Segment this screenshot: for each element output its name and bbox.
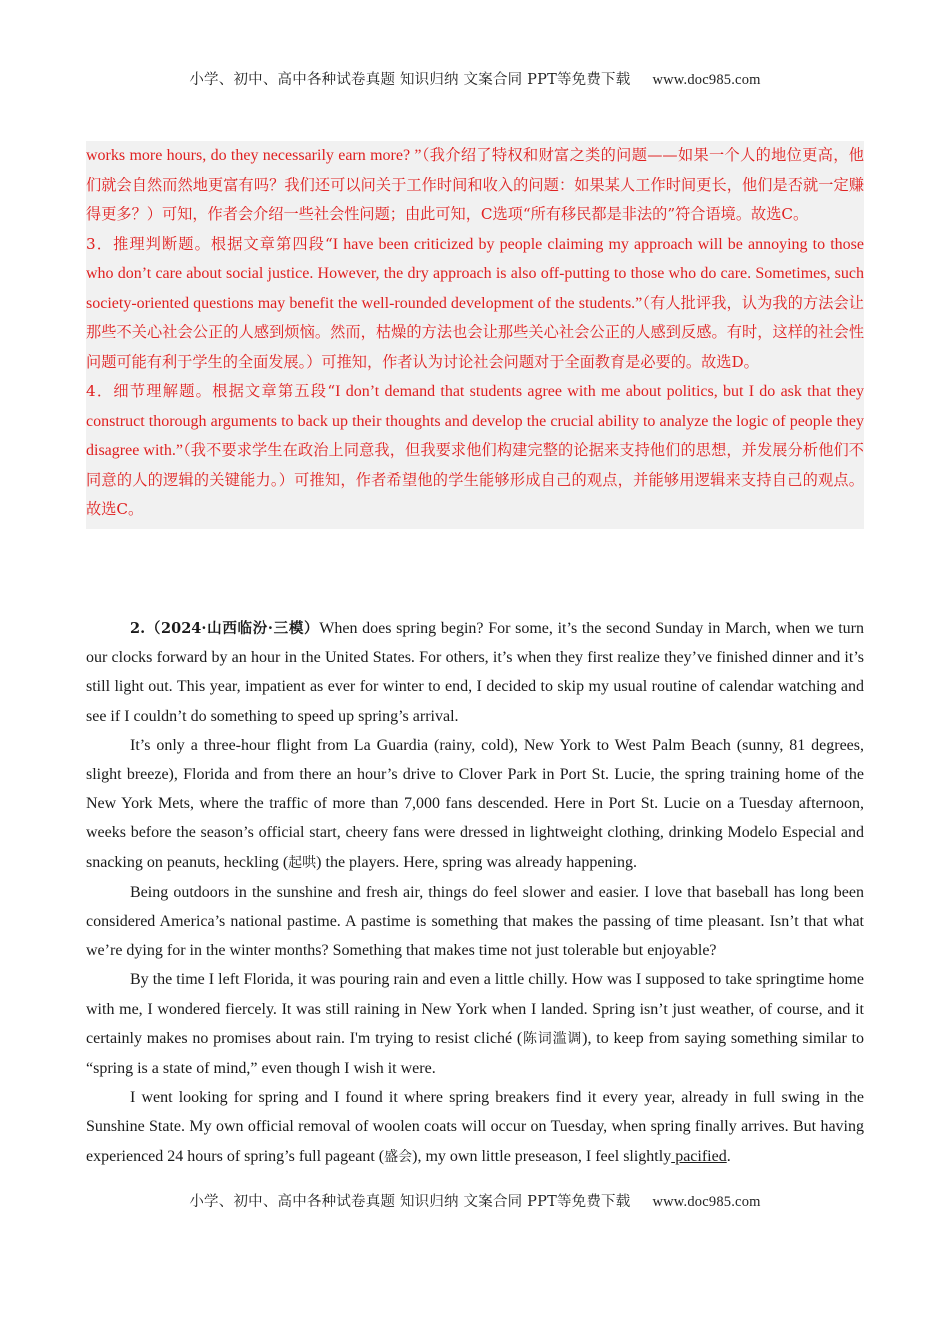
- page-footer: [0, 1190, 950, 1211]
- reading-passage: [86, 614, 864, 1172]
- page-header: [0, 68, 950, 89]
- answer-2-continued: works more hours, do they necessarily earn more? ”（我介绍了特权和财富之类的问题——如果一个人的地位更高，他们就会自然而然地更富有吗？我们还可以问关于工作时间和收入的问题：如果某人工作时间更长，他们是否就一定赚得更多？）可知，作者会介绍一些社会性问题；由此可知，C选项“所有移民都是非法的”符合语境。故选C。: [86, 146, 864, 223]
- footer-text: 小学、初中、高中各种试卷真题 知识归纳 文案合同 PPT等免费下载: [189, 1194, 631, 1210]
- header-text: 小学、初中、高中各种试卷真题 知识归纳 文案合同 PPT等免费下载: [189, 72, 631, 88]
- passage-paragraph-5: I went looking for spring and I found it where spring breakers find it every year, already in full swing in the Sunshine State. My own official removal of woolen coats will occur on Tuesday, when spring finally arrives. But having experienced 24 hours of spring’s full pageant (盛会), my own little preseason, I feel slightly pacified.: [86, 1089, 864, 1165]
- footer-site-link[interactable]: www.doc985.com: [652, 1194, 761, 1210]
- passage-paragraph-2: It’s only a three-hour flight from La Guardia (rainy, cold), New York to West Palm Beach (sunny, 81 degrees, slight breeze), Florida and from there an hour’s drive to Clover Park in Port St. Lucie, the spring training home of the New York Mets, where the traffic of more than 7,000 fans descended. Here in Port St. Lucie on a Tuesday afternoon, weeks before the season’s official start, cheery fans were dressed in lightweight clothing, drinking Modelo Especial and snacking on peanuts, heckling (起哄) the players. Here, spring was already happening.: [86, 736, 864, 871]
- passage-paragraph-4: By the time I left Florida, it was pouring rain and even a little chilly. How was I supposed to take springtime home with me, I wondered fiercely. It was still raining in New York when I landed. Spring isn’t just weather, of course, and it certainly makes no promises about rain. I'm trying to resist cliché (陈词滥调), to keep from saying something similar to “spring is a state of mind,” even though I wish it were.: [86, 971, 865, 1078]
- answer-3: 3．推理判断题。根据文章第四段“I have been criticized by people claiming my approach will be annoying to those who don’t care about social justice. However, the dry approach is also off-putting to those who do care. Sometimes, such society-oriented questions may benefit the well-rounded development of the students.”（有人批评我，认为我的方法会让那些不关心社会公正的人感到烦恼。然而，枯燥的方法也会让那些关心社会公正的人感到反感。有时，这样的社会性问题可能有利于学生的全面发展。）可推知，作者认为讨论社会问题对于全面教育是必要的。故选D。: [86, 234, 864, 371]
- passage-paragraph-3: Being outdoors in the sunshine and fresh air, things do feel slower and easier. I love that baseball has long been considered America’s national pastime. A pastime is something that makes the passing of time pleasant. Isn’t that what we’re dying for in the winter months? Something that makes time not just tolerable but enjoyable?: [86, 883, 864, 960]
- answer-4: 4．细节理解题。根据文章第五段“I don’t demand that students agree with me about politics, but I do ask that they construct thorough arguments to back up their thoughts and develop the crucial ability to analyze the logic of people they disagree with.”（我不要求学生在政治上同意我，但我要求他们构建完整的论据来支持他们的思想，并发展分析他们不同意的人的逻辑的关键能力。）可推知，作者希望他的学生能够形成自己的观点，并能够用逻辑来支持自己的观点。故选C。: [86, 382, 864, 518]
- question-source: 2.（2024·山西临汾·三模）: [130, 620, 320, 637]
- passage-paragraph-1: 2.（2024·山西临汾·三模）When does spring begin? For some, it’s the second Sunday in March, when we turn our clocks forward by an hour in the United States. For others, it’s when they first realize they’ve finished dinner and it’s still light out. This year, impatient as ever for winter to end, I decided to skip my usual routine of calendar watching and see if I couldn’t do something to speed up spring’s arrival.: [86, 620, 864, 725]
- header-site-link[interactable]: www.doc985.com: [652, 72, 761, 88]
- underlined-word: pacified: [671, 1147, 727, 1165]
- answer-explanation-box: [86, 141, 864, 529]
